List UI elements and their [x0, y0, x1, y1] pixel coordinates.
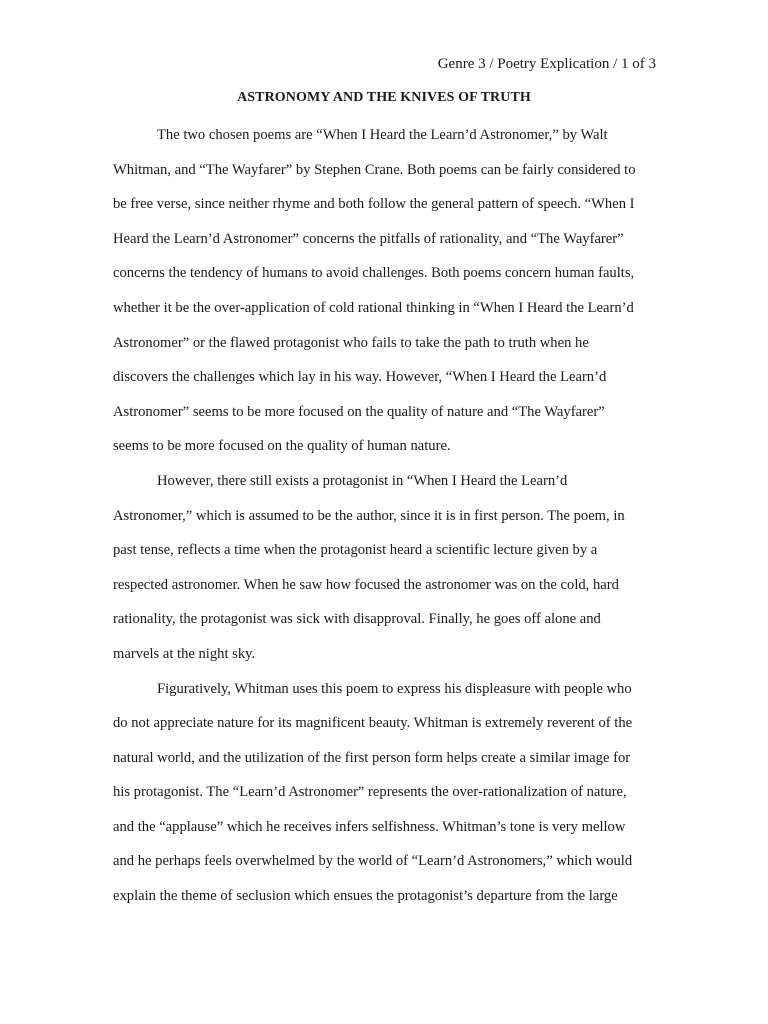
- text-line: Heard the Learn’d Astronomer” concerns the pitfalls of rationality, and “The Wayfarer”: [113, 230, 624, 247]
- text-line: respected astronomer. When he saw how focused the astronomer was on the cold, hard: [113, 576, 619, 593]
- text-line: Astronomer” or the flawed protagonist who fails to take the path to truth when he: [113, 334, 589, 351]
- running-header: Genre 3 / Poetry Explication / 1 of 3: [437, 56, 656, 72]
- text-line: The two chosen poems are “When I Heard the Learn’d Astronomer,” by Walt: [157, 127, 608, 143]
- text-line: marvels at the night sky.: [113, 645, 256, 662]
- text-line: discovers the challenges which lay in his way. However, “When I Heard the Learn’d: [113, 369, 607, 386]
- text-line: natural world, and the utilization of the first person form helps create a similar image for: [113, 749, 631, 766]
- text-line: explain the theme of seclusion which ensues the protagonist’s departure from the large: [113, 888, 618, 905]
- text-line: concerns the tendency of humans to avoid challenges. Both poems concern human faults,: [113, 265, 635, 282]
- text-line: past tense, reflects a time when the protagonist heard a scientific lecture given by a: [113, 542, 598, 559]
- text-line: be free verse, since neither rhyme and both follow the general pattern of speech. “When I: [113, 196, 635, 213]
- text-line: rationality, the protagonist was sick with disapproval. Finally, he goes off alone and: [113, 611, 601, 628]
- text-line: whether it be the over-application of cold rational thinking in “When I Heard the Learn’d: [113, 299, 634, 316]
- text-line: However, there still exists a protagonist in “When I Heard the Learn’d: [157, 472, 568, 489]
- document-title: ASTRONOMY AND THE KNIVES OF TRUTH: [237, 90, 531, 105]
- text-line: Whitman, and “The Wayfarer” by Stephen Crane. Both poems can be fairly considered to: [113, 161, 636, 178]
- text-line: do not appreciate nature for its magnificent beauty. Whitman is extremely reverent of the: [113, 715, 633, 732]
- text-line: seems to be more focused on the quality of human nature.: [113, 438, 451, 455]
- text-line: Astronomer,” which is assumed to be the author, since it is in first person. The poem, in: [113, 507, 625, 524]
- text-line: Astronomer” seems to be more focused on the quality of nature and “The Wayfarer”: [113, 403, 605, 420]
- text-line: his protagonist. The “Learn’d Astronomer” represents the over-rationalization of nature,: [113, 784, 627, 801]
- text-line: and the “applause” which he receives infers selfishness. Whitman’s tone is very mellow: [113, 818, 626, 835]
- text-line: and he perhaps feels overwhelmed by the world of “Learn’d Astronomers,” which would: [113, 853, 633, 870]
- body-text: [113, 118, 651, 914]
- text-line: Figuratively, Whitman uses this poem to express his displeasure with people who: [157, 680, 632, 697]
